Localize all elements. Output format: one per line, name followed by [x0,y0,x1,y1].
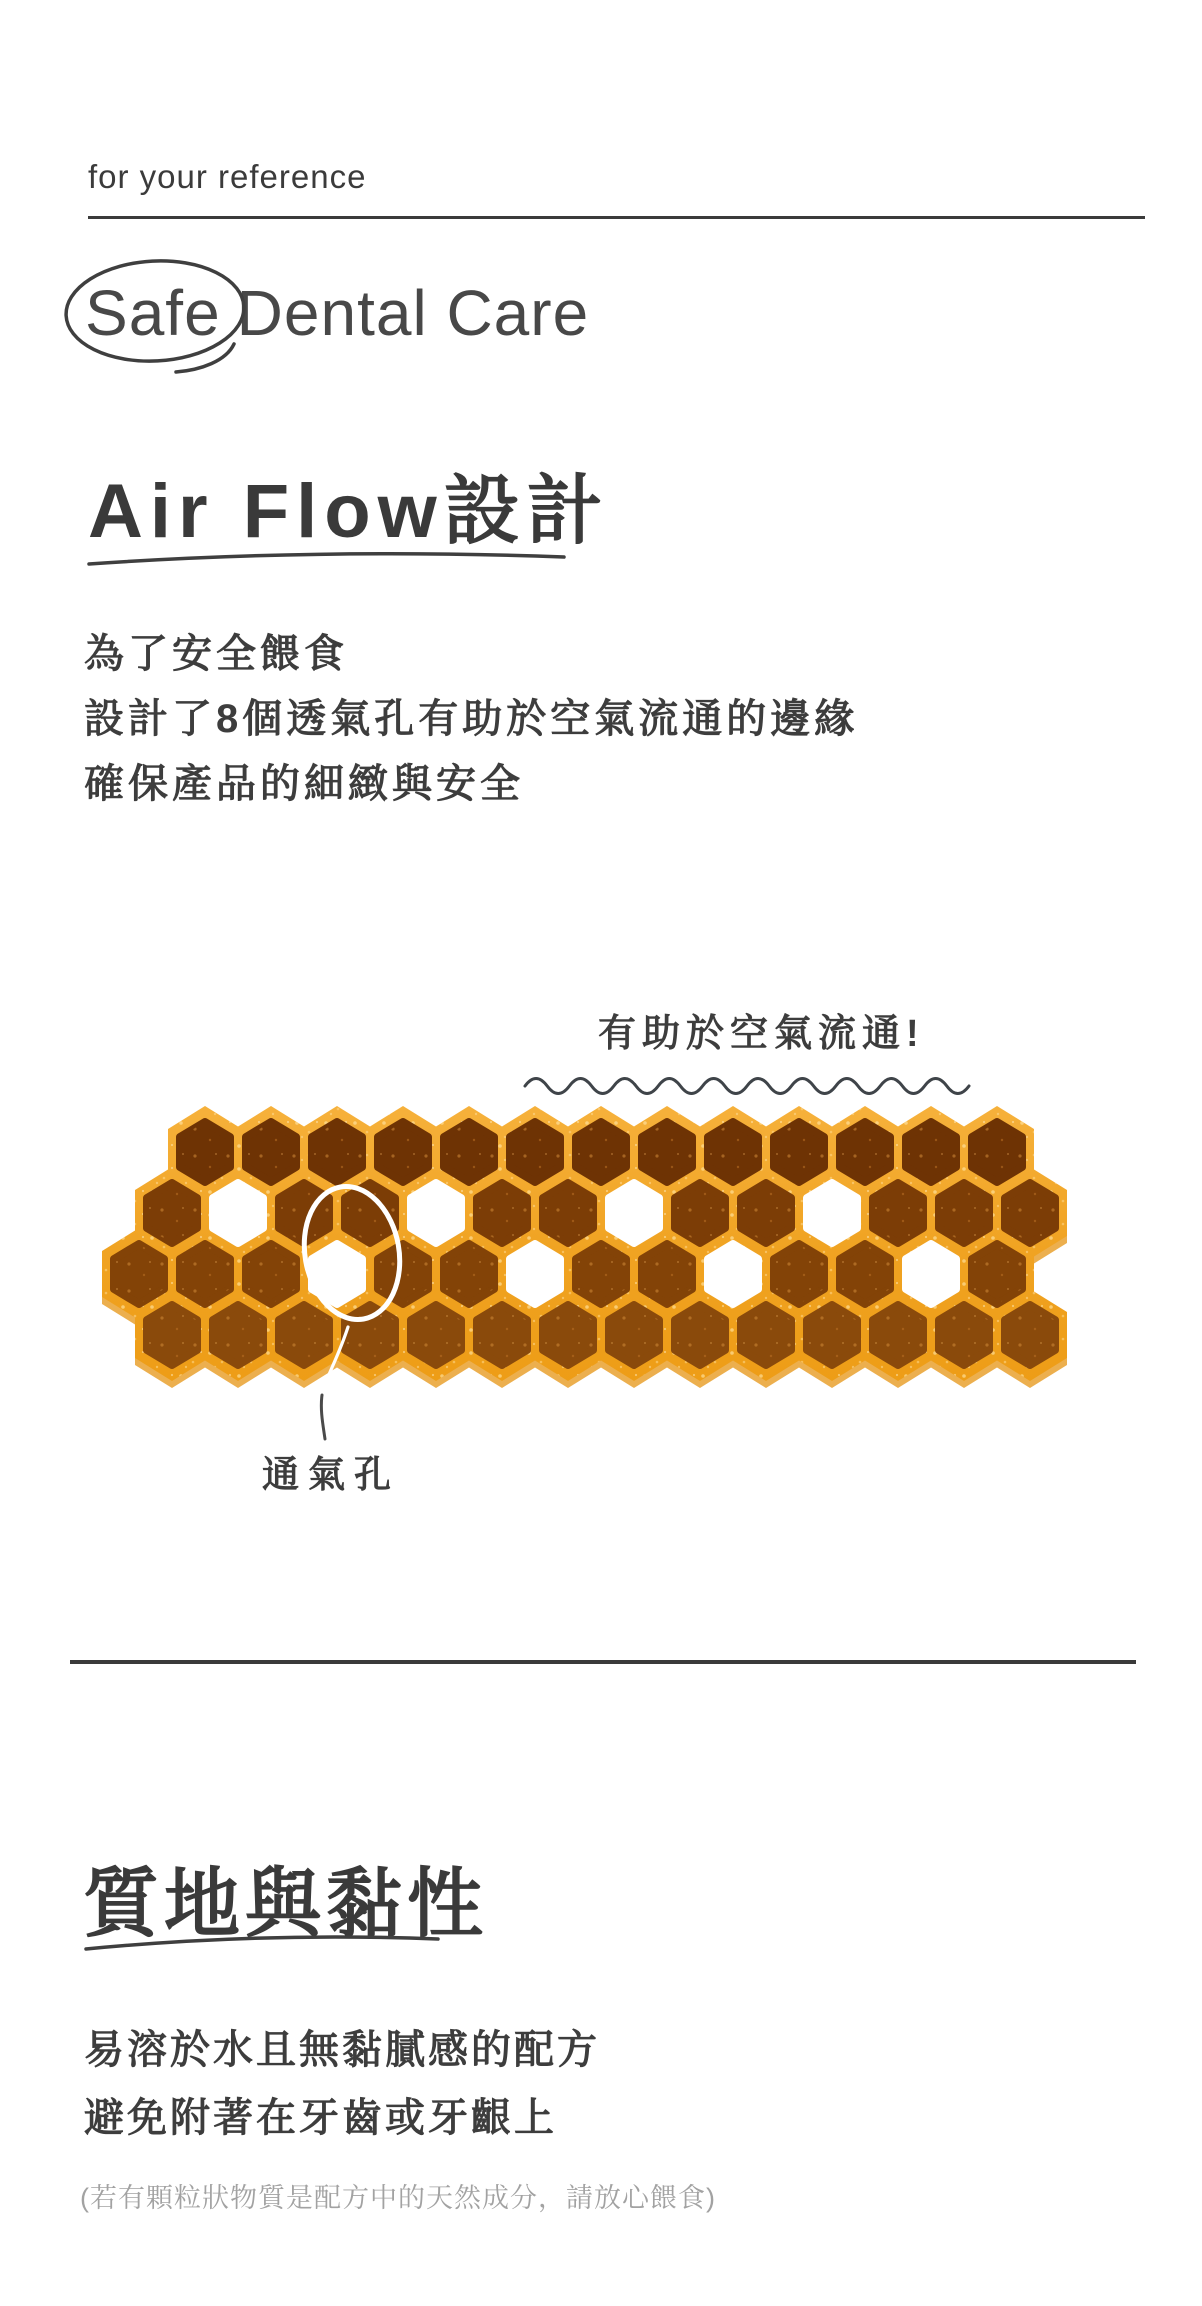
texture-body-line: 避免附著在牙齒或牙齦上 [84,2096,557,2140]
eyebrow-text: for your reference [88,158,367,195]
safe-circle-sketch [58,248,288,388]
air-hole-leader-line-lower [321,1395,325,1439]
section-texture-title: 質地與黏性 [83,1862,488,1947]
texture-note: (若有顆粒狀物質是配方中的天然成分，請放心餵食) [80,2183,716,2213]
airflow-body-line: 設計了8個透氣孔有助於空氣流通的邊緣 [84,697,859,741]
section-divider [70,1660,1136,1664]
top-divider [88,216,1145,219]
brand-word-safe: Safe [85,277,221,349]
brand-word-rest: Dental Care [236,277,590,349]
airflow-title-underline [85,545,575,575]
callout-wavy-underline [522,1070,974,1096]
airflow-body-line: 確保產品的細緻與安全 [84,762,524,806]
airflow-body-text [84,622,858,817]
texture-title-underline [80,1926,450,1956]
air-hole-label: 通氣孔 [262,1454,400,1495]
honeycomb-product-image [90,1095,1090,1445]
texture-body-text [84,2016,600,2152]
texture-body-line: 易溶於水且無黏膩感的配方 [84,2028,600,2072]
section-airflow-title: Air Flow設計 [88,469,610,554]
airflow-body-line: 為了安全餵食 [84,632,348,676]
airflow-callout: 有助於空氣流通! [598,1013,925,1055]
